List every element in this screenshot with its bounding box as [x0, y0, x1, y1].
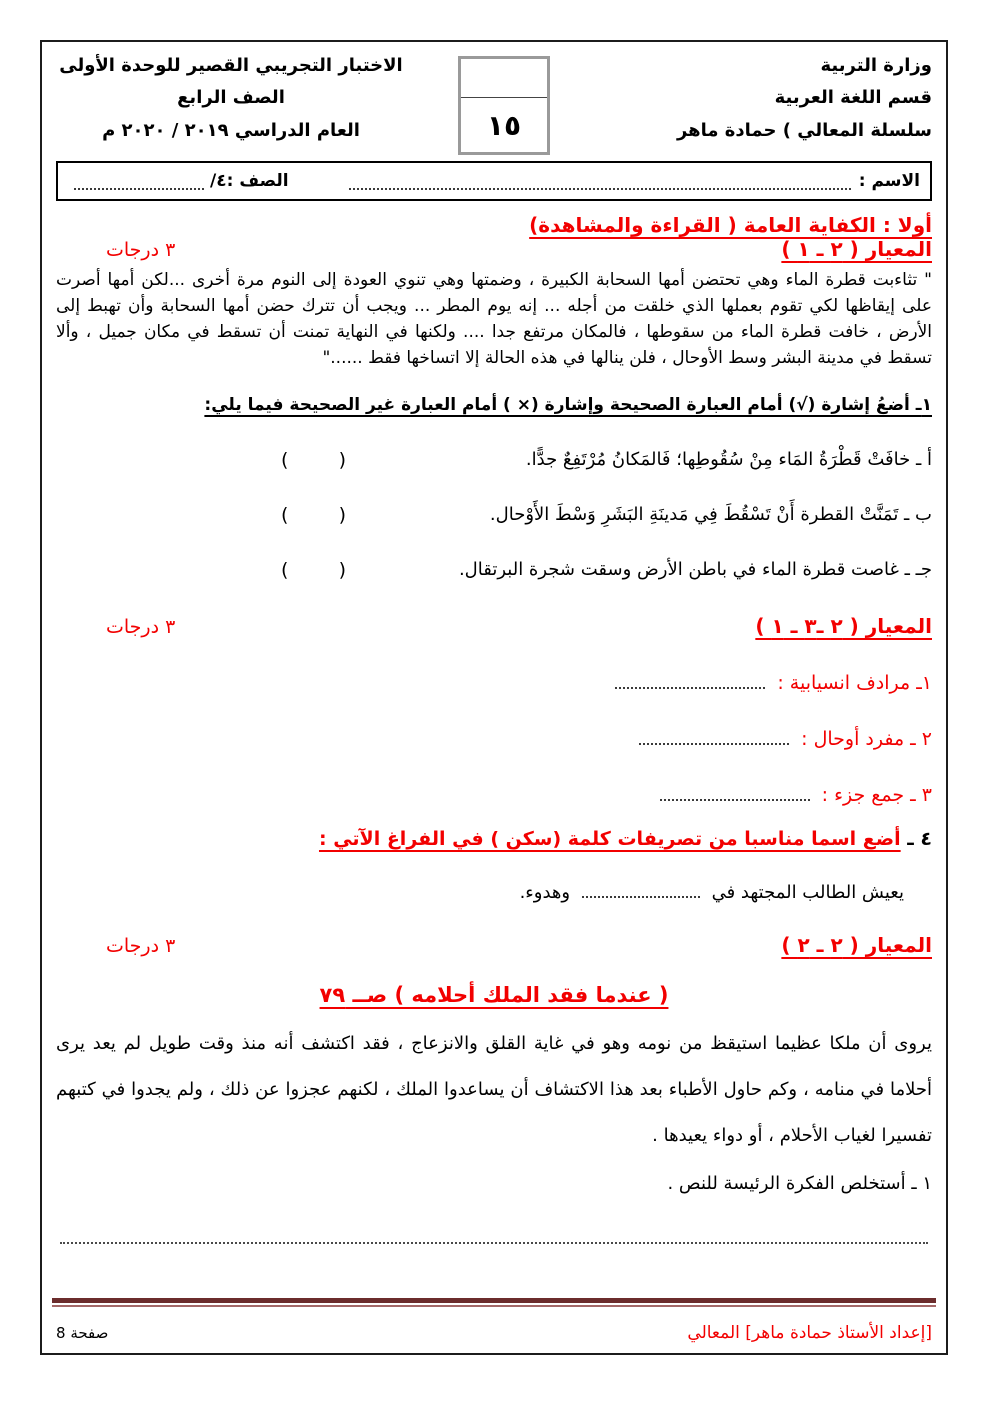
fill-after-text: وهدوء.: [519, 882, 571, 904]
header-exam-block: [56, 50, 406, 147]
header-ministry-block: [602, 50, 932, 147]
question4-text: أضع اسما مناسبا من تصريفات كلمة (سكن ) في الفراغ الآتي :: [318, 828, 901, 851]
vocab-item-3-label: ٣ ـ جمع جزء :: [821, 784, 932, 807]
story-passage: يروى أن ملكا عظيما استيقظ من نومه وهو في غاية القلق والانزعاج ، فقد اكتشف أنه منذ وقت طويل لم يعد يرى أحلاما في منامه ، وكم حاول الأطباء بعد هذا الاكتشاف أن يساعدوا الملك ، لكنهم عجزوا عن ذلك ، ولم يجدوا في كتبهم تفسيرا لغياب الأحلام ، أو دواء يعيدها .: [56, 1033, 932, 1147]
story-title: ( عندما فقد الملك أحلامه ) صــ ٧٩: [319, 983, 669, 1008]
question4-number: ٤ ـ: [900, 828, 932, 851]
total-marks-value: ١٥: [486, 108, 522, 142]
section1-marks: ٣ درجات: [106, 239, 176, 261]
footer-rule-thick: [52, 1298, 936, 1303]
tf-item-c: [56, 559, 932, 580]
name-label: الاسم :: [858, 171, 920, 191]
section1-standard: المعيار ( ٢ ـ ١ ): [781, 237, 932, 261]
vocab-item-1-label: ١ـ مرادف انسيابية :: [777, 672, 932, 695]
ministry-line: وزارة التربية: [820, 55, 932, 76]
footer-credit: [إعداد الأستاذ حمادة ماهر] المعالي: [687, 1323, 932, 1343]
exam-title-line: الاختبار التجريبي القصير للوحدة الأولى: [59, 55, 403, 76]
question1-prompt: ١ـ أضعُ إشارة (√) أمام العبارة الصحيحة وإشارة (× ) أمام العبارة غير الصحيحة فيما يلي:: [204, 395, 932, 415]
vocab-item-3-blank[interactable]: [660, 782, 810, 801]
section1-title: أولا : الكفاية العامة ( القراءة والمشاهدة): [529, 213, 932, 237]
tf-item-a-text: أ ـ خافَتْ قَطْرَةُ المَاء مِنْ سُقُوطِها؛ فَالمَكانُ مُرْتَفِعٌ جدًّا.: [525, 449, 932, 470]
vocab-item-3: [56, 782, 932, 806]
footer-rule: [52, 1298, 936, 1307]
tf-item-b: [56, 504, 932, 525]
section3-standard-row: [56, 933, 932, 957]
vocab-item-2-label: ٢ ـ مفرد أوحال :: [801, 728, 932, 751]
fill-blank[interactable]: [582, 880, 700, 898]
score-box-empty-cell: [461, 59, 547, 98]
section2-marks: ٣ درجات: [106, 616, 176, 638]
vocab-item-1-blank[interactable]: [615, 670, 765, 689]
grade-line: الصف الرابع: [177, 87, 285, 109]
main-idea-answer-blank[interactable]: [60, 1240, 928, 1244]
footer-rule-thin: [52, 1305, 936, 1307]
series-line: سلسلة المعالي ) حمادة ماهر: [676, 119, 932, 141]
name-class-box: [56, 161, 932, 201]
section3-marks: ٣ درجات: [106, 935, 176, 958]
tf-item-a-answer-brackets[interactable]: ( ): [281, 449, 349, 471]
section2-standard: المعيار ( ٢ ـ٣ ـ ١ ): [755, 614, 932, 638]
footer-row: [56, 1323, 932, 1343]
main-idea-question: ١ ـ أستخلص الفكرة الرئيسة للنص .: [667, 1173, 932, 1195]
page-header: [56, 50, 932, 155]
section1-standard-row: [56, 237, 932, 261]
exam-page: [40, 40, 948, 1355]
fill-in-sentence: [56, 880, 904, 903]
class-label: الصف :٤/: [210, 171, 289, 191]
fill-before-text: يعيش الطالب المجتهد في: [711, 882, 904, 904]
score-box: [458, 56, 550, 155]
vocab-item-1: [56, 670, 932, 694]
tf-item-b-answer-brackets[interactable]: ( ): [281, 504, 349, 526]
question4-prompt: [56, 828, 932, 850]
reading-passage: " تثاءبت قطرة الماء وهي تحتضن أمها السحابة الكبيرة ، وضمتها وهي تنوي العودة إلى النوم مرة أخرى ...لكن أمها أصرت على إيقاظها لكي تقوم بعملها الذي خلقت من أجله ... إنه يوم المطر ... ويجب أن تترك حضن أمها السحابة وأن تهبط إلى الأرض ، خافت قطرة الماء من سقوطها ، فالمكان مرتفع جدا .... ولكنها في النهاية تمنت أن تسقط في مكان جميل ، وألا تسقط في مدينة البشر وسط الأوحال ، فلن ينالها في هذه الحالة إلا اتساخها فقط ......": [56, 270, 932, 368]
department-line: قسم اللغة العربية: [774, 87, 932, 109]
page-number: صفحة 8: [56, 1324, 109, 1342]
name-blank[interactable]: [349, 172, 851, 189]
tf-item-c-answer-brackets[interactable]: ( ): [281, 559, 349, 581]
year-line: العام الدراسي ٢٠١٩ / ٢٠٢٠ م: [102, 119, 360, 141]
vocab-item-2-blank[interactable]: [639, 726, 789, 745]
section3-standard: المعيار ( ٢ ـ ٢ ): [781, 933, 932, 958]
tf-item-c-text: جـ ـ غاصت قطرة الماء في باطن الأرض وسقت شجرة البرتقال.: [458, 559, 932, 580]
tf-item-b-text: ب ـ تَمَنَّتْ القطرة أَنْ تَسْقُطَ فِي مَدينَةِ البَشَرِ وَسْطَ الأَوْحال.: [489, 504, 932, 525]
tf-item-a: [56, 449, 932, 470]
class-blank[interactable]: [74, 172, 204, 189]
section2-standard-row: [56, 614, 932, 638]
vocab-item-2: [56, 726, 932, 750]
